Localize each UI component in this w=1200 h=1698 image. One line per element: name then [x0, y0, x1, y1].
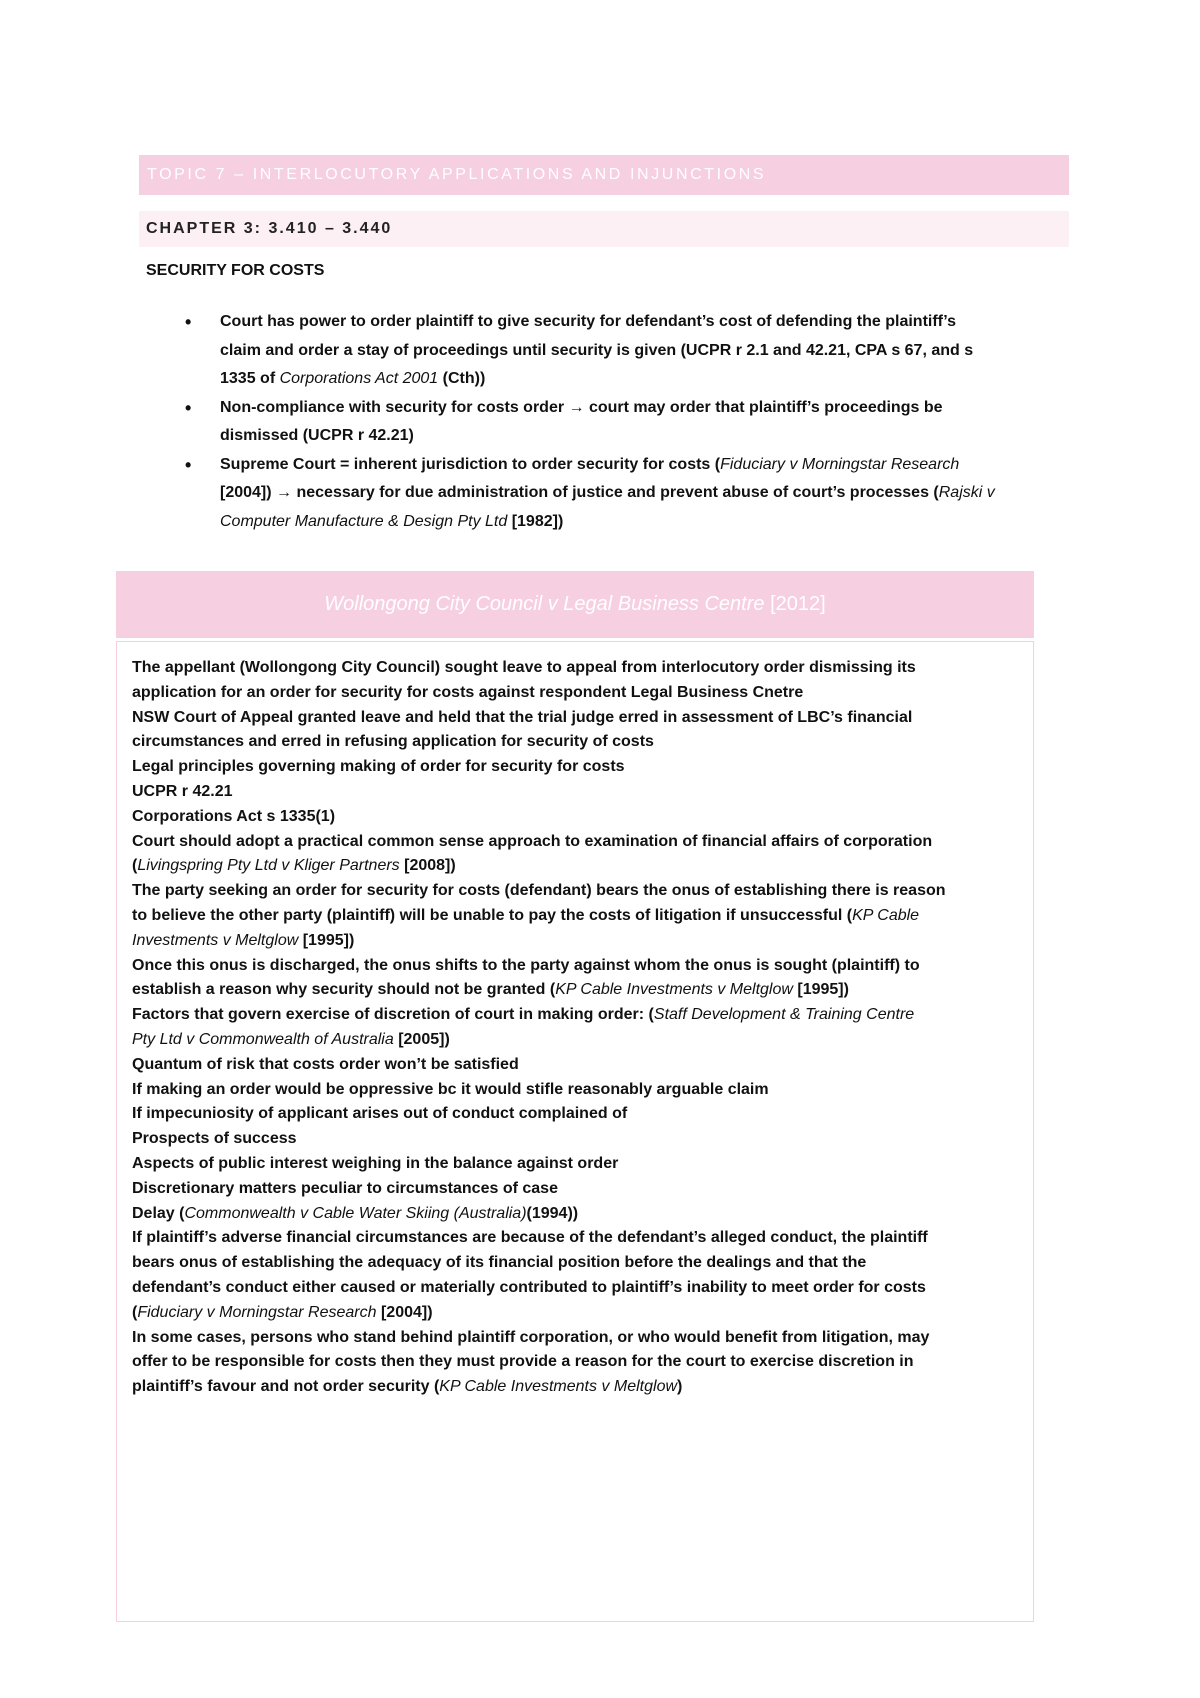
case-note-text: Delay (: [132, 1204, 185, 1222]
case-note-line: [132, 1053, 1027, 1078]
case-note-line: [132, 1127, 1027, 1152]
case-citation: Computer Manufacture & Design Pty Ltd: [220, 512, 508, 530]
case-year: [2012]: [770, 593, 826, 615]
bullet-text: (Cth)): [438, 370, 486, 387]
case-note-text: ): [677, 1378, 683, 1396]
case-note-text: defendant’s conduct either caused or materially contributed to plaintiff’s inability to meet order for costs: [132, 1278, 926, 1296]
bullet-list: [185, 308, 1065, 536]
case-note-text: Aspects of public interest weighing in the balance against order: [132, 1154, 619, 1172]
case-note-line: [132, 1350, 1027, 1375]
case-note-text: Once this onus is discharged, the onus shifts to the party against whom the onus is sought (plaintiff) to: [132, 956, 920, 974]
arrow-right-icon: →: [568, 398, 585, 416]
case-note-line: [132, 1251, 1027, 1276]
case-note-text: If impecuniosity of applicant arises out of conduct complained of: [132, 1105, 628, 1123]
case-note-text: Factors that govern exercise of discretion of court in making order: (: [132, 1006, 654, 1024]
case-note-text: UCPR r 42.21: [132, 782, 233, 800]
case-citation: Staff Development & Training Centre: [653, 1006, 915, 1024]
bullet-item: [185, 451, 1065, 537]
case-title-text: Wollongong City Council v Legal Business Centre: [324, 593, 765, 615]
case-note-text: (1994)): [526, 1204, 579, 1222]
case-citation: Rajski v: [938, 484, 995, 501]
case-note-line: [132, 1028, 1027, 1053]
case-note-line: [132, 1276, 1027, 1301]
case-note-line: [132, 656, 1027, 681]
case-note-text: Court should adopt a practical common sense approach to examination of financial affairs of corporation: [132, 832, 933, 850]
case-note-text: bears onus of establishing the adequacy of its financial position before the dealings and that the: [132, 1254, 867, 1272]
bullet-dot-icon: •: [185, 454, 192, 475]
case-note-line: [132, 1152, 1027, 1177]
topic-header-bar: [139, 155, 1069, 195]
case-note-text: plaintiff’s favour and not order security (: [132, 1378, 440, 1396]
case-notes-lines: [132, 656, 1027, 1400]
case-note-text: [2008]): [399, 857, 456, 875]
case-note-line: [132, 1326, 1027, 1351]
bullet-item: [185, 308, 1065, 394]
arrow-right-icon: →: [276, 484, 293, 501]
bullet-text: Court has power to order plaintiff to give security for defendant’s cost of defending the plaintiff’s: [220, 313, 957, 330]
case-note-text: If plaintiff’s adverse financial circumstances are because of the defendant’s alleged conduct, the plaintiff: [132, 1229, 928, 1247]
bullet-dot-icon: •: [185, 312, 192, 332]
case-note-text: The appellant (Wollongong City Council) sought leave to appeal from interlocutory order dismissing its: [132, 659, 916, 676]
case-note-line: [132, 904, 1027, 929]
case-note-text: offer to be responsible for costs then they must provide a reason for the court to exercise discretion in: [132, 1353, 914, 1371]
case-note-text: (: [132, 857, 138, 875]
case-citation: Livingspring Pty Ltd v Kliger Partners: [137, 857, 400, 875]
case-citation: KP Cable Investments v Meltglow: [555, 981, 793, 999]
case-note-text: Discretionary matters peculiar to circumstances of case: [132, 1179, 558, 1197]
bullet-text: 1335 of: [220, 370, 280, 387]
case-note-line: [132, 954, 1027, 979]
case-citation: KP Cable Investments v Meltglow: [439, 1378, 678, 1396]
case-citation: Fiduciary v Morningstar Research: [720, 455, 960, 473]
bullet-text: [1982]): [507, 512, 564, 530]
case-note-text: NSW Court of Appeal granted leave and held that the trial judge erred in assessment of LBC’s financial: [132, 708, 913, 726]
case-note-line: [132, 879, 1027, 904]
case-note-text: [2005]): [393, 1030, 450, 1048]
case-note-line: [132, 706, 1027, 731]
bullet-text: [2004]): [220, 484, 277, 501]
case-note-line: [132, 780, 1027, 805]
case-note-line: [132, 1301, 1027, 1326]
case-note-line: [132, 1078, 1027, 1103]
chapter-header-bar: [139, 211, 1069, 247]
bullet-dot-icon: •: [185, 397, 192, 418]
case-note-line: [132, 929, 1027, 954]
case-note-text: If making an order would be oppressive bc it would stifle reasonably arguable claim: [132, 1080, 769, 1098]
case-note-text: Legal principles governing making of order for security for costs: [132, 758, 625, 776]
case-note-text: Prospects of success: [132, 1130, 297, 1148]
case-citation: Investments v Meltglow: [132, 931, 299, 949]
case-note-text: (: [132, 1303, 138, 1321]
bullet-text: Non-compliance with security for costs order: [220, 398, 569, 416]
case-note-line: [132, 755, 1027, 780]
case-citation: KP Cable: [852, 906, 920, 924]
case-note-text: establish a reason why security should not be granted (: [132, 981, 556, 999]
case-citation: Commonwealth v Cable Water Skiing (Australia): [184, 1204, 527, 1222]
case-note-text: Corporations Act s 1335(1): [132, 807, 336, 825]
case-citation: Corporations Act 2001: [279, 370, 439, 387]
case-note-text: The party seeking an order for security for costs (defendant) bears the onus of establishing there is reason: [132, 882, 946, 900]
case-note-line: [132, 1177, 1027, 1202]
case-note-text: application for an order for security for costs against respondent Legal Business Cnetre: [132, 683, 804, 701]
chapter-title: CHAPTER 3: 3.410 – 3.440: [146, 220, 393, 237]
case-note-line: [132, 978, 1027, 1003]
case-note-text: to believe the other party (plaintiff) will be unable to pay the costs of litigation if unsuccessful (: [132, 906, 853, 924]
case-note-line: [132, 854, 1027, 879]
case-note-line: [132, 1226, 1027, 1251]
case-note-text: [1995]): [298, 931, 355, 949]
case-note-line: [132, 730, 1027, 755]
case-note-line: [132, 830, 1027, 855]
case-note-text: [1995]): [792, 981, 849, 999]
bullet-text: necessary for due administration of justice and prevent abuse of court’s processes (: [292, 484, 939, 501]
bullet-text: dismissed (UCPR r 42.21): [220, 427, 414, 444]
topic-title: TOPIC 7 – INTERLOCUTORY APPLICATIONS AND INJUNCTIONS: [147, 166, 767, 183]
case-note-line: [132, 1202, 1027, 1227]
section-heading: SECURITY FOR COSTS: [146, 262, 325, 279]
case-note-text: circumstances and erred in refusing application for security of costs: [132, 733, 654, 751]
case-note-line: [132, 1102, 1027, 1127]
case-citation: Fiduciary v Morningstar Research: [137, 1303, 377, 1321]
bullet-item: [185, 394, 1065, 451]
case-note-line: [132, 1375, 1027, 1400]
case-note-text: [2004]): [376, 1303, 433, 1321]
case-note-line: [132, 805, 1027, 830]
case-note-line: [132, 1003, 1027, 1028]
case-note-line: [132, 681, 1027, 706]
case-note-text: Quantum of risk that costs order won’t be satisfied: [132, 1055, 519, 1073]
bullet-text: claim and order a stay of proceedings until security is given (UCPR r 2.1 and 42.21, CPA s 67, and s: [220, 341, 974, 359]
bullet-text: court may order that plaintiff’s proceedings be: [584, 398, 943, 416]
case-note-text: In some cases, persons who stand behind plaintiff corporation, or who would benefit from litigation, may: [132, 1328, 930, 1346]
case-title: [324, 593, 825, 616]
case-citation: Pty Ltd v Commonwealth of Australia: [132, 1030, 394, 1048]
bullet-text: Supreme Court = inherent jurisdiction to order security for costs (: [220, 455, 721, 473]
case-title-bar: [116, 571, 1034, 638]
